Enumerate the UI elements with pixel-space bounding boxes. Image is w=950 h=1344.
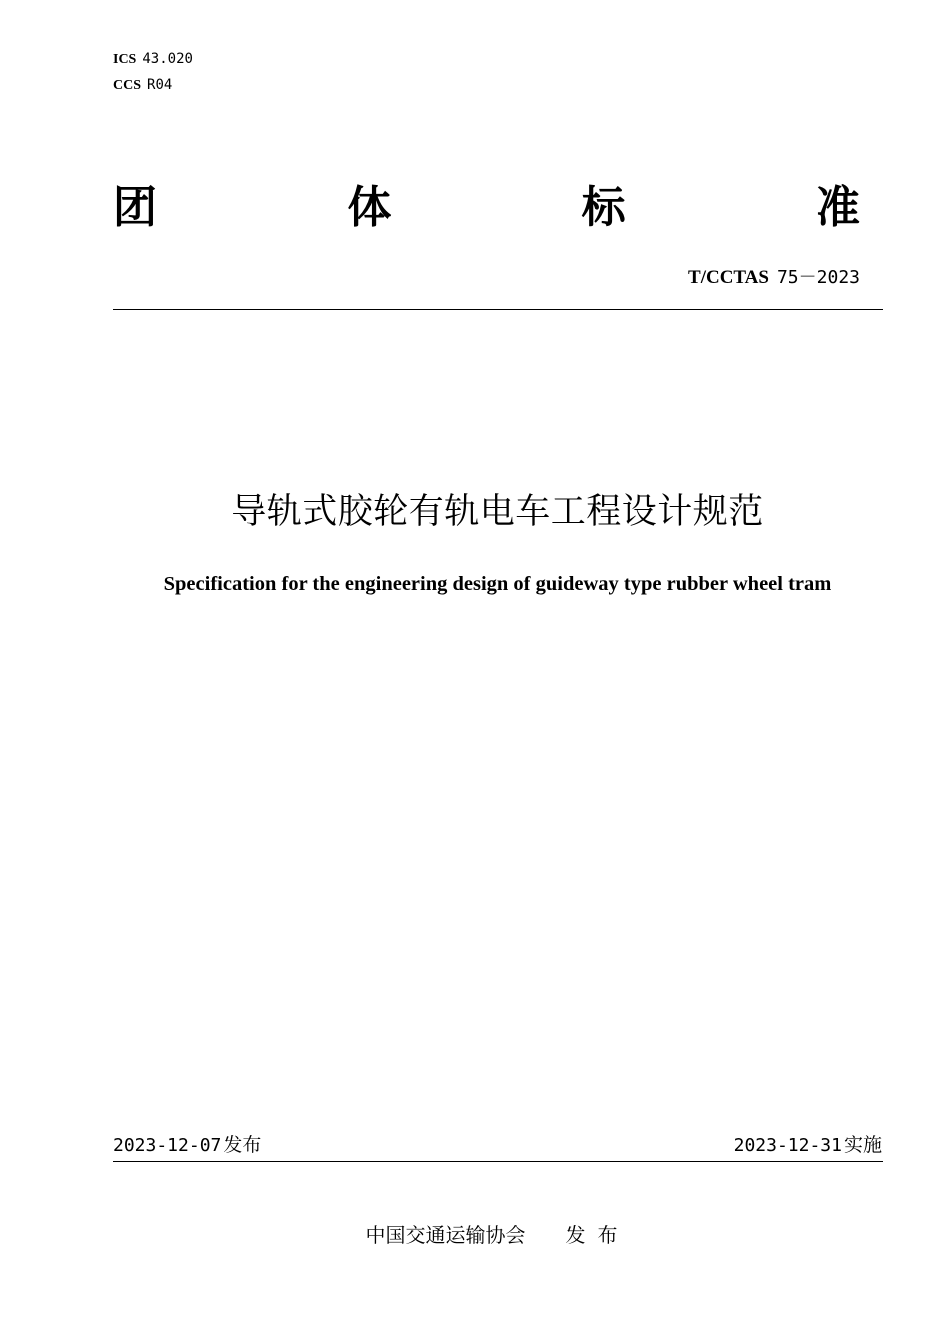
ccs-code <box>113 76 172 95</box>
standard-type-char-3: 标 <box>581 182 626 233</box>
standard-number-value: 75－2023 <box>776 267 860 288</box>
ics-value: 43.020 <box>142 51 193 67</box>
standard-number <box>688 264 860 291</box>
publisher-name: 中国交通运输协会 <box>365 1223 526 1247</box>
issue-date-value: 2023-12-07 <box>113 1135 222 1156</box>
standard-prefix: T/CCTAS <box>688 267 769 288</box>
issue-date-label: 发布 <box>223 1134 262 1156</box>
ics-code <box>113 50 193 69</box>
standard-type-char-4: 准 <box>815 182 860 233</box>
issue-date <box>113 1132 261 1159</box>
ccs-label: CCS <box>113 78 142 93</box>
document-title-chinese: 导轨式胶轮有轨电车工程设计规范 <box>231 492 764 532</box>
effective-date-label: 实施 <box>843 1134 882 1156</box>
document-title-english: Specification for the engineering design of guideway type rubber wheel tram <box>163 573 832 595</box>
standard-type-char-1: 团 <box>113 182 157 233</box>
standard-type-heading <box>113 178 860 238</box>
effective-date-value: 2023-12-31 <box>733 1135 842 1156</box>
standard-type-char-2: 体 <box>347 182 392 233</box>
ics-label: ICS <box>113 52 137 67</box>
footer-divider <box>113 1161 883 1162</box>
ccs-value: R04 <box>147 77 173 93</box>
header-divider <box>113 309 883 310</box>
publisher <box>0 1221 950 1249</box>
publisher-action: 发布 <box>565 1223 630 1247</box>
effective-date <box>734 1132 882 1159</box>
